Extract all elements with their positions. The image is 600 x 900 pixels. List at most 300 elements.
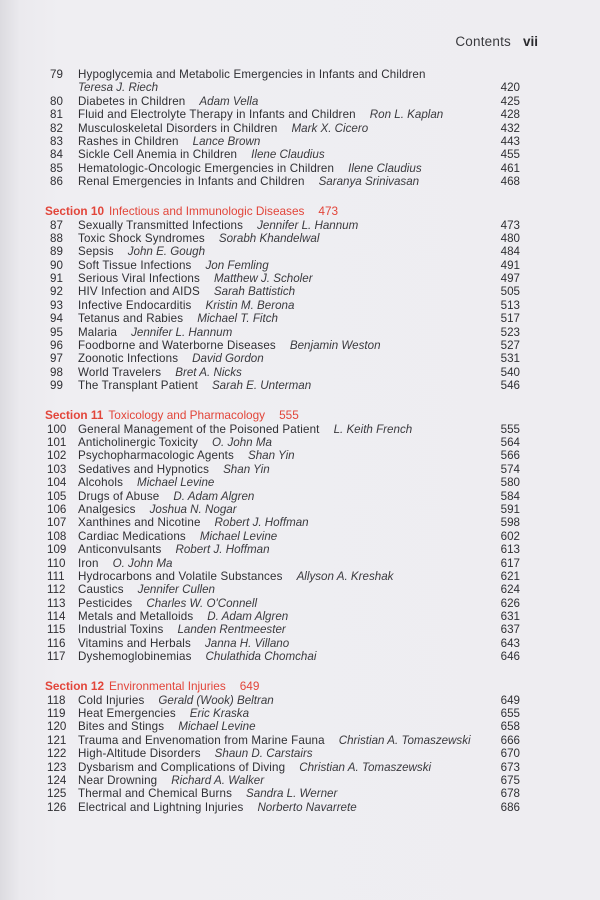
chapter-number: 106 xyxy=(47,502,67,516)
chapter-page: 624 xyxy=(500,583,520,597)
chapter-number: 94 xyxy=(50,312,63,326)
chapter-page: 649 xyxy=(500,693,520,707)
chapter-page: 686 xyxy=(500,800,520,814)
chapter-title-line xyxy=(78,707,249,720)
chapter-title-line xyxy=(78,259,269,272)
chapter-title: Metals and Metalloids xyxy=(78,610,194,624)
toc-entry xyxy=(47,543,520,557)
chapter-title: Drugs of Abuse xyxy=(78,489,160,503)
chapter-page: 643 xyxy=(500,636,520,650)
toc-entry xyxy=(50,95,520,108)
chapter-author: Matthew J. Scholer xyxy=(213,272,313,286)
chapter-page: 443 xyxy=(500,134,520,148)
chapter-page: 455 xyxy=(500,148,520,162)
chapter-number: 89 xyxy=(50,245,63,259)
chapter-page: 566 xyxy=(500,449,520,463)
chapter-title: Foodborne and Waterborne Diseases xyxy=(78,339,276,353)
chapter-number: 88 xyxy=(50,231,63,245)
chapter-title: Malaria xyxy=(78,325,118,339)
chapter-title-line xyxy=(78,366,242,379)
chapter-author: O. John Ma xyxy=(112,556,173,570)
chapter-page: 523 xyxy=(500,325,520,339)
chapter-page: 637 xyxy=(500,623,520,637)
chapter-author: Robert J. Hoffman xyxy=(175,543,270,557)
section-name: Toxicology and Pharmacology xyxy=(108,407,266,422)
toc-entry xyxy=(47,787,520,801)
toc-entry xyxy=(47,569,520,583)
chapter-number: 79 xyxy=(50,68,63,81)
toc-entry xyxy=(50,68,520,81)
section-label: Section 11 xyxy=(45,407,104,422)
toc-entry xyxy=(50,326,520,339)
chapter-title-line xyxy=(78,503,237,516)
chapter-author: Michael T. Fitch xyxy=(197,312,278,326)
chapter-author: O. John Ma xyxy=(212,435,272,449)
chapter-number: 117 xyxy=(47,650,66,664)
chapter-title-line xyxy=(78,650,316,663)
chapter-title-line xyxy=(78,530,277,543)
chapter-title-line xyxy=(78,326,232,339)
chapter-author: Allyson A. Kreshak xyxy=(296,569,394,583)
chapter-title-line xyxy=(78,379,311,392)
chapter-page: 473 xyxy=(500,218,520,232)
chapter-number: 112 xyxy=(47,583,66,597)
chapter-page: 631 xyxy=(500,610,520,624)
chapter-number: 110 xyxy=(47,556,66,570)
chapter-author: Sandra L. Werner xyxy=(246,787,338,801)
chapter-number: 93 xyxy=(50,298,63,312)
chapter-page: 666 xyxy=(500,733,520,747)
chapter-title-line xyxy=(78,352,264,365)
chapter-title: Near Drowning xyxy=(78,773,158,787)
chapter-title-line xyxy=(78,637,289,650)
chapter-number: 121 xyxy=(47,733,67,747)
chapter-title: Sickle Cell Anemia in Children xyxy=(78,148,238,162)
chapter-number: 95 xyxy=(50,325,63,339)
chapter-author: Teresa J. Riech xyxy=(78,81,159,95)
chapter-author: Ilene Claudius xyxy=(348,161,422,175)
toc-entry xyxy=(50,122,520,135)
chapter-title-line xyxy=(78,162,422,175)
chapter-page: 584 xyxy=(500,489,520,503)
toc-entry xyxy=(50,108,520,121)
chapter-page: 598 xyxy=(500,516,520,530)
chapter-number: 100 xyxy=(47,422,67,436)
chapter-title: HIV Infection and AIDS xyxy=(78,285,200,299)
chapter-number: 91 xyxy=(50,272,63,286)
chapter-title: Cold Injuries xyxy=(78,693,145,707)
chapter-author: Adam Vella xyxy=(199,94,259,108)
chapter-number: 92 xyxy=(50,285,63,299)
chapter-number: 126 xyxy=(47,800,67,814)
chapter-title-line xyxy=(78,339,381,352)
chapter-author: David Gordon xyxy=(192,352,264,366)
chapter-page: 655 xyxy=(500,707,520,721)
toc-entry xyxy=(50,339,520,352)
chapter-title-line xyxy=(78,583,215,596)
chapter-number: 80 xyxy=(50,94,63,108)
chapter-page: 480 xyxy=(500,231,520,245)
chapter-author: Mark X. Cicero xyxy=(291,121,369,135)
toc-entry xyxy=(47,476,520,490)
chapter-number: 99 xyxy=(50,379,63,393)
chapter-author: Jon Femling xyxy=(205,258,269,272)
section-label: Section 12 xyxy=(45,678,105,693)
chapter-title-line xyxy=(78,597,257,610)
toc-entry xyxy=(50,81,520,94)
chapter-title: Xanthines and Nicotine xyxy=(78,516,201,530)
chapter-author: Michael Levine xyxy=(137,476,215,490)
chapter-title-line xyxy=(78,423,412,436)
toc-entry xyxy=(50,232,520,245)
chapter-title: Dysbarism and Complications of Diving xyxy=(78,760,286,774)
section-label: Section 10 xyxy=(45,203,105,218)
chapter-title-line xyxy=(78,148,325,161)
toc-entry xyxy=(47,489,520,503)
chapter-title: Caustics xyxy=(78,583,124,597)
toc-entry xyxy=(50,379,520,392)
section-page: 555 xyxy=(279,407,299,422)
toc-entry xyxy=(50,175,520,188)
chapter-title-line xyxy=(78,490,254,503)
chapter-page: 580 xyxy=(500,476,520,490)
toc-entry xyxy=(47,462,520,476)
toc-entry xyxy=(47,583,520,597)
chapter-title: Sexually Transmitted Infections xyxy=(78,218,244,232)
chapter-title: Diabetes in Children xyxy=(78,94,186,108)
chapter-page: 546 xyxy=(500,379,520,393)
running-title: Contents xyxy=(455,34,511,49)
chapter-number: 96 xyxy=(50,339,63,353)
toc-entry xyxy=(47,650,520,664)
chapter-title-line xyxy=(78,175,419,188)
chapter-title-line xyxy=(78,232,319,245)
chapter-author: John E. Gough xyxy=(127,245,206,259)
chapter-number: 104 xyxy=(47,476,67,490)
chapter-title-line xyxy=(78,787,337,800)
chapter-title-line xyxy=(78,694,274,707)
chapter-number: 102 xyxy=(47,449,67,463)
chapter-author: Ron L. Kaplan xyxy=(369,108,444,122)
chapter-number: 118 xyxy=(47,693,66,707)
chapter-author: Lance Brown xyxy=(192,134,261,148)
chapter-title: General Management of the Poisoned Patient xyxy=(78,422,320,436)
section-page: 473 xyxy=(318,203,339,218)
chapter-title-line xyxy=(78,516,309,529)
chapter-title: High-Altitude Disorders xyxy=(78,747,201,761)
chapter-title: Trauma and Envenomation from Marine Fauna xyxy=(78,733,325,747)
chapter-author: Gerald (Wook) Beltran xyxy=(158,693,274,707)
chapter-author: D. Adam Algren xyxy=(207,610,289,624)
chapter-author: L. Keith French xyxy=(333,422,413,436)
toc-entry xyxy=(50,352,520,365)
chapter-page: 461 xyxy=(500,161,520,175)
toc-entry xyxy=(47,707,520,721)
chapter-author: D. Adam Algren xyxy=(173,489,255,503)
chapter-title: Zoonotic Infections xyxy=(78,352,179,366)
chapter-number: 103 xyxy=(47,462,67,476)
chapter-page: 468 xyxy=(500,175,520,189)
chapter-page: 432 xyxy=(500,121,520,135)
chapter-number: 114 xyxy=(47,610,66,624)
chapter-number: 82 xyxy=(50,121,63,135)
chapter-number: 87 xyxy=(50,218,63,232)
chapter-author: Benjamin Weston xyxy=(289,339,381,353)
chapter-number: 113 xyxy=(47,596,66,610)
chapter-page: 670 xyxy=(500,747,520,761)
toc-entry xyxy=(47,760,520,774)
toc-entry xyxy=(50,285,520,298)
chapter-number: 86 xyxy=(50,175,63,189)
chapter-title-line xyxy=(78,720,256,733)
chapter-number: 124 xyxy=(47,773,67,787)
page-number: vii xyxy=(522,34,538,49)
chapter-author: Christian A. Tomaszewski xyxy=(299,760,432,774)
chapter-title: Iron xyxy=(78,556,99,570)
chapter-title-line xyxy=(78,122,368,135)
chapter-author: Jennifer Cullen xyxy=(137,583,215,597)
chapter-title: Rashes in Children xyxy=(78,134,179,148)
chapter-author: Landen Rentmeester xyxy=(177,623,286,637)
toc-entry xyxy=(47,435,520,449)
chapter-title: Infective Endocarditis xyxy=(78,298,192,312)
chapter-number: 109 xyxy=(47,543,67,557)
chapter-title: Anticonvulsants xyxy=(78,543,162,557)
chapter-title: Heat Emergencies xyxy=(78,707,176,721)
chapter-number: 125 xyxy=(47,787,67,801)
chapter-title-line xyxy=(78,68,426,81)
chapter-title-line xyxy=(78,557,173,570)
chapter-title-line xyxy=(78,747,313,760)
chapter-title-line xyxy=(78,95,258,108)
toc-entry xyxy=(47,516,520,530)
chapter-author: Jennifer L. Hannum xyxy=(131,325,233,339)
section-page: 649 xyxy=(239,678,260,693)
toc-entry xyxy=(50,162,520,175)
chapter-title-line xyxy=(78,81,158,94)
chapter-page: 484 xyxy=(500,245,520,259)
chapter-number: 115 xyxy=(47,623,66,637)
chapter-number: 98 xyxy=(50,365,63,379)
toc-entry xyxy=(47,733,520,747)
chapter-title-line xyxy=(78,623,286,636)
chapter-page: 513 xyxy=(500,298,520,312)
chapter-page: 428 xyxy=(500,108,520,122)
chapter-number: 111 xyxy=(47,569,65,583)
chapter-title-line xyxy=(78,436,272,449)
chapter-author: Christian A. Tomaszewski xyxy=(338,733,471,747)
chapter-page: 646 xyxy=(500,650,520,664)
chapter-number: 116 xyxy=(47,636,66,650)
table-of-contents xyxy=(45,68,520,814)
chapter-title-line xyxy=(78,570,393,583)
chapter-title-line xyxy=(78,774,264,787)
chapter-author: Joshua N. Nogar xyxy=(149,502,237,516)
chapter-title-line xyxy=(78,108,443,121)
chapter-author: Shan Yin xyxy=(223,462,270,476)
chapter-title: Thermal and Chemical Burns xyxy=(78,787,233,801)
chapter-author: Eric Kraska xyxy=(189,707,250,721)
toc-entry xyxy=(47,529,520,543)
chapter-author: Ilene Claudius xyxy=(251,148,325,162)
chapter-page: 527 xyxy=(500,339,520,353)
chapter-page: 491 xyxy=(500,258,520,272)
chapter-author: Sarah Battistich xyxy=(213,285,296,299)
chapter-page: 420 xyxy=(500,81,520,95)
chapter-number: 85 xyxy=(50,161,63,175)
chapter-title: Industrial Toxins xyxy=(78,623,164,637)
toc-entry xyxy=(50,219,520,232)
section-heading xyxy=(45,203,520,219)
chapter-author: Bret A. Nicks xyxy=(175,365,242,379)
chapter-title-line xyxy=(78,801,357,814)
chapter-title-line xyxy=(78,135,260,148)
toc-entry xyxy=(47,610,520,624)
chapter-number: 105 xyxy=(47,489,67,503)
chapter-page: 602 xyxy=(500,529,520,543)
chapter-author: Chulathida Chomchai xyxy=(205,650,317,664)
chapter-title: Sepsis xyxy=(78,245,114,259)
chapter-number: 101 xyxy=(47,435,67,449)
chapter-title-line xyxy=(78,543,270,556)
chapter-title-line xyxy=(78,219,358,232)
chapter-title: World Travelers xyxy=(78,365,162,379)
chapter-title: Tetanus and Rabies xyxy=(78,312,184,326)
chapter-page: 574 xyxy=(500,462,520,476)
toc-entry xyxy=(47,502,520,516)
chapter-title: Hypoglycemia and Metabolic Emergencies in Infants and Children xyxy=(78,68,426,81)
chapter-title: Vitamins and Herbals xyxy=(78,636,191,650)
toc-entry xyxy=(50,245,520,258)
chapter-page: 555 xyxy=(500,422,520,436)
chapter-author: Michael Levine xyxy=(199,529,278,543)
chapter-page: 658 xyxy=(500,720,520,734)
chapter-page: 540 xyxy=(500,365,520,379)
chapter-title-line xyxy=(78,463,270,476)
chapter-title-line xyxy=(78,245,205,258)
chapter-number: 107 xyxy=(47,516,67,530)
toc-entry xyxy=(50,272,520,285)
chapter-author: Sorabh Khandelwal xyxy=(218,231,320,245)
chapter-title: Psychopharmacologic Agents xyxy=(78,449,234,463)
toc-entry xyxy=(50,312,520,325)
chapter-title: Cardiac Medications xyxy=(78,529,186,543)
chapter-title-line xyxy=(78,610,288,623)
chapter-number: 122 xyxy=(47,747,67,761)
chapter-number: 84 xyxy=(50,148,63,162)
toc-entry xyxy=(50,135,520,148)
chapter-author: Janna H. Villano xyxy=(204,636,290,650)
chapter-author: Jennifer L. Hannum xyxy=(257,218,359,232)
toc-entry xyxy=(50,366,520,379)
chapter-author: Robert J. Hoffman xyxy=(214,516,309,530)
toc-entry xyxy=(47,636,520,650)
chapter-author: Shan Yin xyxy=(248,449,295,463)
section-name: Environmental Injuries xyxy=(109,678,226,693)
toc-entry xyxy=(50,259,520,272)
chapter-title: Toxic Shock Syndromes xyxy=(78,231,205,245)
chapter-title: Dyshemoglobinemias xyxy=(78,650,192,664)
chapter-author: Saranya Srinivasan xyxy=(318,175,420,189)
chapter-page: 675 xyxy=(500,773,520,787)
chapter-page: 626 xyxy=(500,596,520,610)
page-header xyxy=(455,34,538,49)
toc-entry xyxy=(47,556,520,570)
toc-entry xyxy=(47,720,520,734)
toc-entry xyxy=(47,623,520,637)
chapter-page: 497 xyxy=(500,272,520,286)
toc-entry xyxy=(47,449,520,463)
chapter-title-line xyxy=(78,734,471,747)
chapter-title-line xyxy=(78,285,295,298)
chapter-page: 531 xyxy=(500,352,520,366)
chapter-title: Serious Viral Infections xyxy=(78,272,200,286)
chapter-title: Anticholinergic Toxicity xyxy=(78,435,199,449)
toc-entry xyxy=(50,148,520,161)
chapter-author: Shaun D. Carstairs xyxy=(214,747,313,761)
toc-entry xyxy=(47,596,520,610)
chapter-author: Norberto Navarrete xyxy=(257,800,357,814)
chapter-page: 617 xyxy=(500,556,520,570)
chapter-number: 81 xyxy=(50,108,63,122)
chapter-page: 591 xyxy=(500,502,520,516)
chapter-number: 108 xyxy=(47,529,67,543)
chapter-title: The Transplant Patient xyxy=(78,379,198,393)
chapter-title-line xyxy=(78,299,294,312)
chapter-author: Kristin M. Berona xyxy=(205,298,295,312)
toc-entry xyxy=(47,773,520,787)
chapter-number: 119 xyxy=(47,707,66,721)
chapter-page: 505 xyxy=(500,285,520,299)
chapter-title-line xyxy=(78,312,278,325)
chapter-author: Richard A. Walker xyxy=(171,773,265,787)
section-heading xyxy=(45,407,520,423)
chapter-number: 83 xyxy=(50,134,63,148)
chapter-title-line xyxy=(78,449,295,462)
chapter-author: Sarah E. Unterman xyxy=(211,379,312,393)
chapter-title: Hematologic-Oncologic Emergencies in Children xyxy=(78,161,335,175)
chapter-author: Michael Levine xyxy=(178,720,256,734)
chapter-page: 425 xyxy=(500,94,520,108)
chapter-title: Musculoskeletal Disorders in Children xyxy=(78,121,278,135)
chapter-title: Hydrocarbons and Volatile Substances xyxy=(78,569,283,583)
chapter-page: 564 xyxy=(500,435,520,449)
chapter-number: 97 xyxy=(50,352,63,366)
toc-entry xyxy=(47,693,520,707)
chapter-title: Renal Emergencies in Infants and Children xyxy=(78,175,305,189)
chapter-page: 621 xyxy=(500,569,520,583)
chapter-page: 673 xyxy=(500,760,520,774)
chapter-title: Sedatives and Hypnotics xyxy=(78,462,210,476)
chapter-author: Charles W. O'Connell xyxy=(146,596,258,610)
chapter-title-line xyxy=(78,761,431,774)
chapter-number: 123 xyxy=(47,760,67,774)
chapter-title: Alcohols xyxy=(78,476,124,490)
chapter-number: 120 xyxy=(47,720,67,734)
toc-entry xyxy=(47,747,520,761)
chapter-page: 517 xyxy=(500,312,520,326)
chapter-page: 678 xyxy=(500,787,520,801)
toc-entry xyxy=(50,299,520,312)
toc-entry xyxy=(47,800,520,814)
chapter-title: Soft Tissue Infections xyxy=(78,258,192,272)
chapter-title: Bites and Stings xyxy=(78,720,165,734)
chapter-title: Pesticides xyxy=(78,596,133,610)
toc-entry xyxy=(47,422,520,436)
section-heading xyxy=(45,678,520,694)
chapter-page: 613 xyxy=(500,543,520,557)
chapter-number: 90 xyxy=(50,258,63,272)
